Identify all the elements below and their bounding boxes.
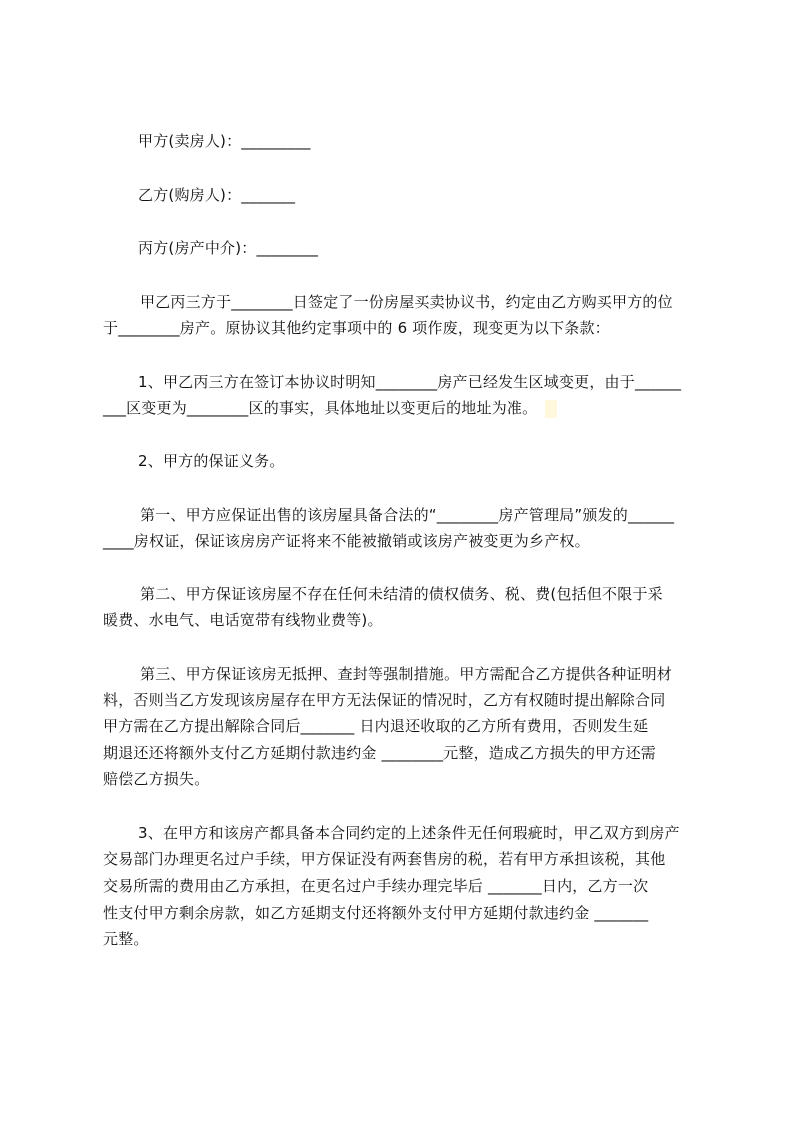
clause1-line-2: ___区变更为________区的事实，具体地址以变更后的地址为准。 — [103, 399, 538, 417]
intro-line-1: 甲乙丙三方于________日签定了一份房屋买卖协议书，约定由乙方购买甲方的位 — [140, 293, 673, 311]
clause3-line-3: 交易所需的费用由乙方承担，在更名过户手续办理完毕后 _______日内，乙方一次 — [103, 877, 649, 895]
clause3-line-4: 性支付甲方剩余房款，如乙方延期支付还将额外支付甲方延期付款违约金 _______ — [103, 904, 649, 922]
clause2-first-line-1: 第一、甲方应保证出售的该房屋具备合法的“________房产管理局”颁发的______ — [140, 506, 675, 524]
clause2-third-line-5: 赔偿乙方损失。 — [103, 770, 210, 788]
clause1-line-1: 1、甲乙丙三方在签订本协议时明知________房产已经发生区域变更，由于______ — [138, 373, 682, 391]
party-b-line: 乙方(购房人)：_______ — [138, 186, 296, 204]
clause1-line-2-wrap — [103, 398, 703, 418]
clause2-second-line-2: 暖费、水电气、电话宽带有线物业费等)。 — [103, 611, 383, 629]
clause2-third-line-1: 第三、甲方保证该房无抵押、查封等强制措施。甲方需配合乙方提供各种证明材 — [140, 665, 673, 683]
clause2-third-line-3: 甲方需在乙方提出解除合同后_______ 日内退还收取的乙方所有费用，否则发生延 — [103, 717, 649, 735]
clause2-heading: 2、甲方的保证义务。 — [138, 452, 285, 470]
clause3-line-5: 元整。 — [103, 930, 149, 948]
party-a-line: 甲方(卖房人)：_________ — [138, 132, 311, 150]
clause2-third-line-4: 期退还还将额外支付乙方延期付款违约金 ________元整，造成乙方损失的甲方还需 — [103, 744, 656, 762]
clause3-line-1: 3、在甲方和该房产都具备本合同约定的上述条件无任何瑕疵时，甲乙双方到房产 — [138, 824, 680, 842]
clause2-third-line-2: 料，否则当乙方发现该房屋存在甲方无法保证的情况时，乙方有权随时提出解除合同 — [103, 691, 666, 709]
intro-line-2: 于________房产。原协议其他约定事项中的 6 项作废，现变更为以下条款： — [103, 319, 610, 337]
clause3-line-2: 交易部门办理更名过户手续，甲方保证没有两套售房的税，若有甲方承担该税，其他 — [103, 850, 666, 868]
clause2-first-line-2: ____房权证，保证该房房产证将来不能被撤销或该房产被变更为乡产权。 — [103, 532, 590, 550]
party-c-line: 丙方(房产中介)：________ — [138, 239, 319, 257]
clause2-second-line-1: 第二、甲方保证该房屋不存在任何未结清的债权债务、税、费(包括但不限于采 — [140, 585, 663, 603]
highlight-mark — [545, 400, 557, 418]
